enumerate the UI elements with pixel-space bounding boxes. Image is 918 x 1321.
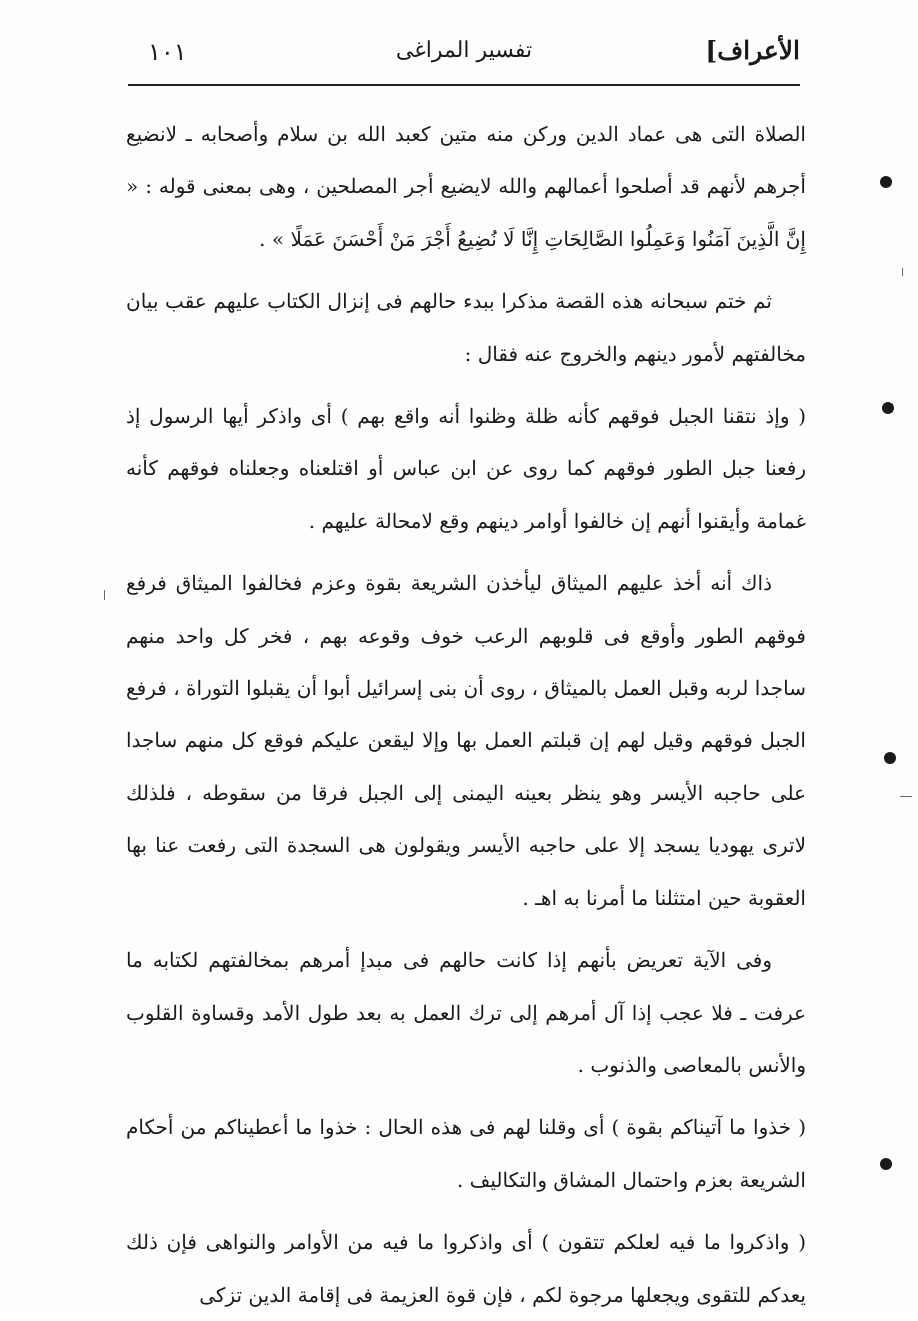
paragraph-7: ( واذكروا ما فيه لعلكم تتقون ) أى واذكروا ما فيه من الأوامر والنواهى فإن ذلك يعدكم للتقوى ويجعلها مرجوة لكم ، فإن قوة العزيمة فى إقامة الدين تزكى [126, 1230, 806, 1307]
book-title: تفسير المراغى [395, 38, 533, 63]
paragraph-3: ( وإذ نتقنا الجبل فوقهم كأنه ظلة وظنوا أنه واقع بهم ) أى واذكر أيها الرسول إذ رفعنا جبل الطور فوقهم كما روى عن ابن عباس أو اقتلعناه وجعلناه فوقهم كأنه غمامة وأيقنوا أنهم إن خالفوا أوامر دينهم وقع لامحالة عليهم . [126, 404, 806, 533]
page-body [126, 108, 807, 1307]
paragraph-2: ثم ختم سبحانه هذه القصة مذكرا ببدء حالهم فى إنزال الكتاب عليهم عقب بيان مخالفتهم لأمور دينهم والخروج عنه فقال : [126, 289, 806, 366]
header-rule [128, 84, 800, 86]
binding-hole-mark [880, 176, 892, 188]
binding-hole-mark [880, 1158, 892, 1170]
paragraph-4: ذاك أنه أخذ عليهم الميثاق ليأخذن الشريعة بقوة وعزم فخالفوا الميثاق فرفع فوقهم الطور وأوقع فى قلوبهم الرعب خوف وقوعه بهم ، فخر كل واحد منهم ساجدا لربه وقبل العمل بالميثاق ، روى أن بنى إسرائيل أبوا أن يقبلوا التوراة ، فرفع الجبل فوقهم وقيل لهم إن قبلتم العمل بها وإلا ليقعن عليكم فوقع كل منهم ساجدا على حاجبه الأيسر وهو ينظر بعينه اليمنى إلى الجبل فرقا من سقوطه ، فلذلك لاترى يهوديا يسجد إلا على حاجبه الأيسر ويقولون هى السجدة التى رفعت عنا بها العقوبة حين امتثلنا ما أمرنا به اهـ . [126, 571, 806, 910]
scan-speck [902, 268, 903, 276]
scan-speck [900, 796, 912, 797]
paragraph-1: الصلاة التى هى عماد الدين وركن منه متين كعبد الله بن سلام وأصحابه ـ لانضيع أجرهم لأنهم قد أصلحوا أعمالهم والله لايضيع أجر المصلحين ، وهى بمعنى قوله : « إِنَّ الَّذِينَ آمَنُوا وَعَمِلُوا الصَّالِحَاتِ إِنَّا لَا نُضِيعُ أَجْرَ مَنْ أَحْسَنَ عَمَلًا » . [126, 122, 806, 251]
page-number: ١٠١ [148, 38, 187, 66]
paragraph-5: وفى الآية تعريض بأنهم إذا كانت حالهم فى مبدإ أمرهم بمخالفتهم لكتابه ما عرفت ـ فلا عجب إذا آل أمرهم إلى ترك العمل به بعد طول الأمد وقساوة القلوب والأنس بالمعاصى والذنوب . [126, 948, 806, 1077]
binding-hole-mark [884, 752, 896, 764]
running-header [128, 30, 800, 82]
paragraph-6: ( خذوا ما آتيناكم بقوة ) أى وقلنا لهم فى هذه الحال : خذوا ما أعطيناكم من أحكام الشريعة بعزم واحتمال المشاق والتكاليف . [126, 1115, 807, 1192]
binding-hole-mark [882, 402, 894, 414]
surah-name: الأعراف] [705, 36, 800, 65]
scan-speck [104, 590, 105, 600]
